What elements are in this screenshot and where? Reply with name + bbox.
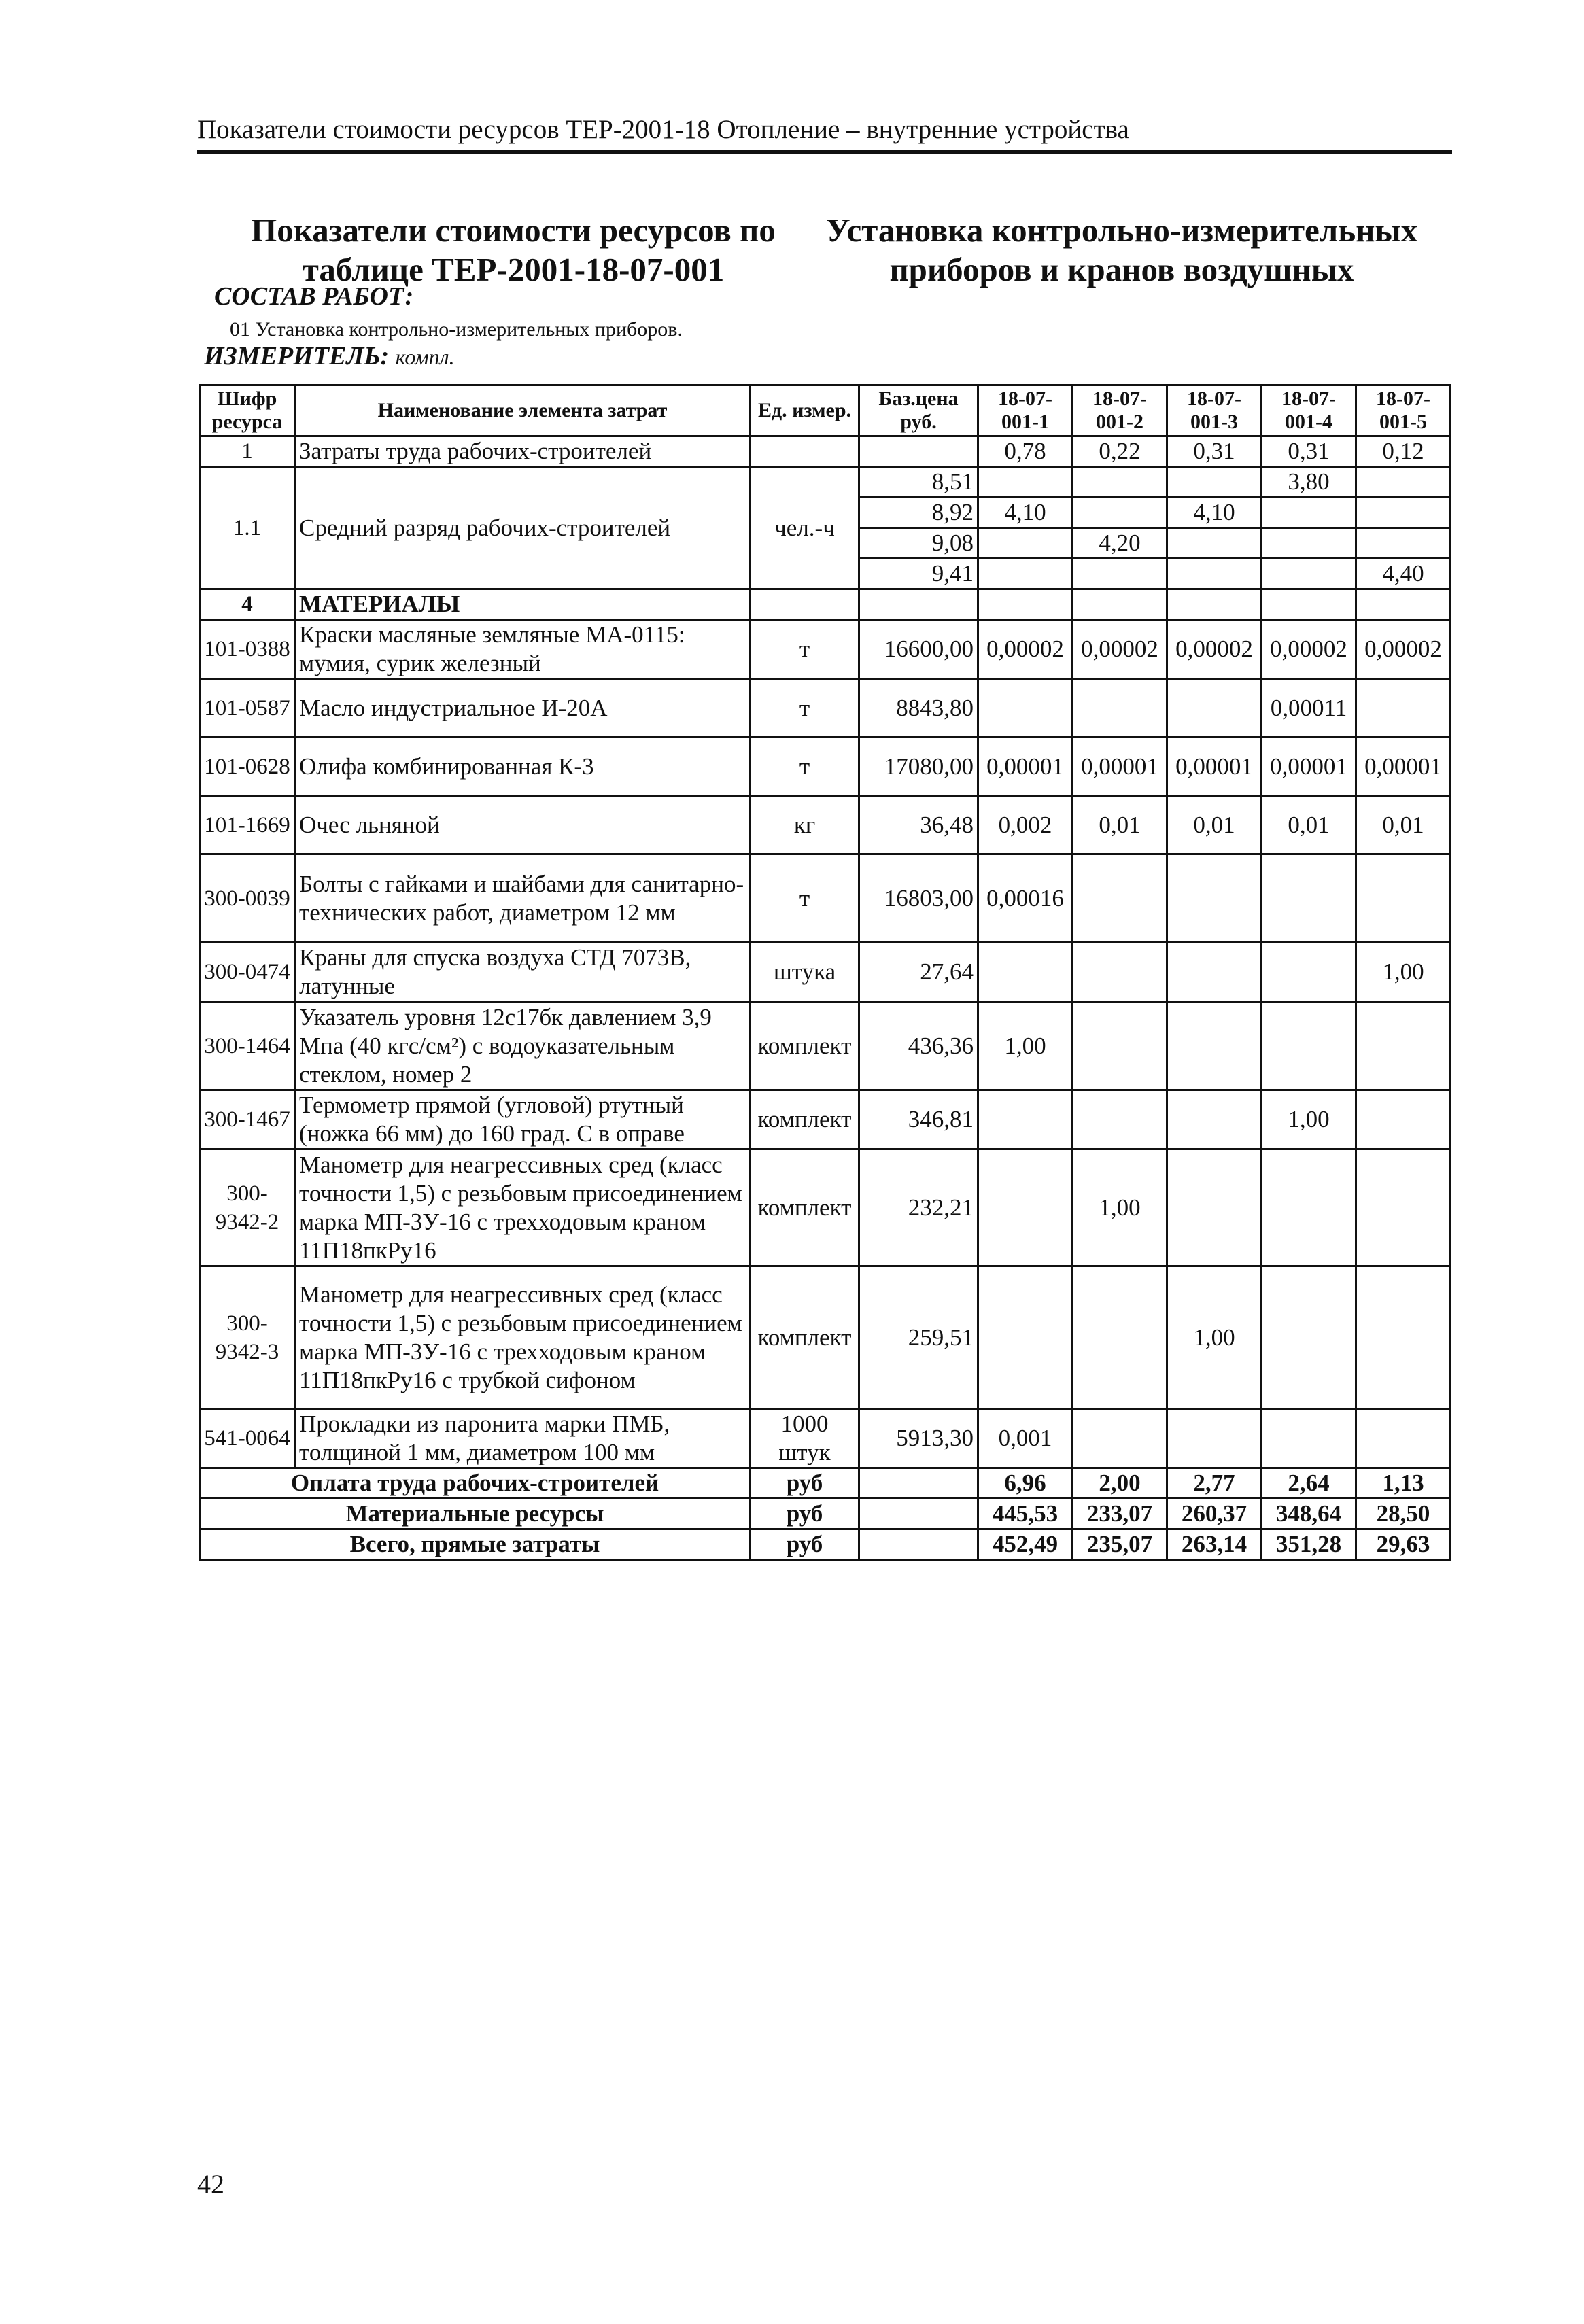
scope-label: СОСТАВ РАБОТ: [214, 282, 414, 311]
grade-value [978, 467, 1073, 498]
material-consumption [1262, 1002, 1356, 1090]
labor-price [859, 436, 978, 467]
grade-value: 4,10 [1167, 498, 1262, 528]
material-row [200, 943, 1451, 1002]
material-unit: комплект [751, 1266, 859, 1409]
total-unit: руб [751, 1499, 859, 1529]
material-base-price: 232,21 [859, 1149, 978, 1266]
total-value: 28,50 [1356, 1499, 1451, 1529]
grade-code: 1.1 [200, 467, 295, 589]
material-consumption [1262, 854, 1356, 943]
material-consumption [1262, 1149, 1356, 1266]
total-label: Материальные ресурсы [200, 1499, 751, 1529]
material-consumption [1262, 943, 1356, 1002]
total-label: Оплата труда рабочих-строителей [200, 1468, 751, 1499]
material-consumption [978, 1149, 1073, 1266]
material-base-price: 16600,00 [859, 620, 978, 679]
work-title: Установка контрольно-измерительных приборов и кранов воздушных [825, 211, 1418, 288]
material-name: Краны для спуска воздуха СТД 7073В, латунные [295, 943, 751, 1002]
table-header-row [200, 385, 1451, 436]
material-consumption [1356, 1409, 1451, 1468]
col-header-c3: 18-07-001-3 [1167, 385, 1262, 436]
material-row [200, 1266, 1451, 1409]
total-row [200, 1468, 1451, 1499]
labor-value: 0,12 [1356, 436, 1451, 467]
material-code: 101-1669 [200, 796, 295, 854]
material-consumption: 1,00 [1167, 1266, 1262, 1409]
material-unit: комплект [751, 1149, 859, 1266]
material-unit: комплект [751, 1090, 859, 1149]
total-value: 2,00 [1073, 1468, 1167, 1499]
grade-value [1073, 467, 1167, 498]
material-name: Прокладки из паронита марки ПМБ, толщиной 1 мм, диаметром 100 мм [295, 1409, 751, 1468]
grade-value [1262, 528, 1356, 559]
material-code: 101-0587 [200, 679, 295, 738]
total-price-empty [859, 1529, 978, 1560]
material-consumption [1262, 1266, 1356, 1409]
running-header: Показатели стоимости ресурсов ТЕР-2001-18 Отопление – внутренние устройства [197, 115, 1129, 144]
col-header-base-price: Баз.цена руб. [859, 385, 978, 436]
material-base-price: 346,81 [859, 1090, 978, 1149]
materials-section-row [200, 589, 1451, 620]
material-consumption: 0,00001 [1356, 738, 1451, 796]
grade-value [978, 528, 1073, 559]
material-consumption: 0,001 [978, 1409, 1073, 1468]
material-base-price: 436,36 [859, 1002, 978, 1090]
material-row [200, 679, 1451, 738]
labor-code: 1 [200, 436, 295, 467]
material-consumption [1356, 1149, 1451, 1266]
material-code: 300-0474 [200, 943, 295, 1002]
material-consumption [1356, 1002, 1451, 1090]
material-consumption [978, 679, 1073, 738]
header-rule [197, 150, 1452, 154]
material-consumption: 0,00001 [1073, 738, 1167, 796]
total-value: 1,13 [1356, 1468, 1451, 1499]
grade-level: 8,51 [859, 467, 978, 498]
material-name: Указатель уровня 12с17бк давлением 3,9 Мпа (40 кгс/см²) с водоуказательным стеклом, номер 2 [295, 1002, 751, 1090]
labor-value: 0,31 [1262, 436, 1356, 467]
material-name: Краски масляные земляные МА-0115: мумия, сурик железный [295, 620, 751, 679]
total-price-empty [859, 1468, 978, 1499]
grade-value [1073, 559, 1167, 589]
material-code: 300-9342-2 [200, 1149, 295, 1266]
material-row [200, 620, 1451, 679]
material-base-price: 27,64 [859, 943, 978, 1002]
total-label: Всего, прямые затраты [200, 1529, 751, 1560]
material-base-price: 36,48 [859, 796, 978, 854]
total-value: 233,07 [1073, 1499, 1167, 1529]
material-consumption [1073, 854, 1167, 943]
grade-value: 4,40 [1356, 559, 1451, 589]
material-row [200, 796, 1451, 854]
grade-value [1356, 528, 1451, 559]
material-consumption [1167, 854, 1262, 943]
materials-section-name: МАТЕРИАЛЫ [295, 589, 751, 620]
material-base-price: 5913,30 [859, 1409, 978, 1468]
grade-value [1167, 559, 1262, 589]
material-name: Болты с гайками и шайбами для санитарно-технических работ, диаметром 12 мм [295, 854, 751, 943]
material-consumption [978, 1266, 1073, 1409]
col-header-name: Наименование элемента затрат [295, 385, 751, 436]
total-unit: руб [751, 1529, 859, 1560]
material-code: 300-1464 [200, 1002, 295, 1090]
material-consumption [1356, 679, 1451, 738]
material-base-price: 8843,80 [859, 679, 978, 738]
labor-name: Затраты труда рабочих-строителей [295, 436, 751, 467]
total-price-empty [859, 1499, 978, 1529]
material-consumption: 0,00016 [978, 854, 1073, 943]
material-consumption: 1,00 [1356, 943, 1451, 1002]
labor-value: 0,31 [1167, 436, 1262, 467]
grade-unit: чел.-ч [751, 467, 859, 589]
materials-section-code: 4 [200, 589, 295, 620]
total-value: 2,77 [1167, 1468, 1262, 1499]
material-unit: т [751, 620, 859, 679]
material-row [200, 1002, 1451, 1090]
material-consumption: 0,00001 [1167, 738, 1262, 796]
material-name: Термометр прямой (угловой) ртутный (ножка 66 мм) до 160 град. С в оправе [295, 1090, 751, 1149]
total-row [200, 1499, 1451, 1529]
material-consumption [1073, 1090, 1167, 1149]
material-consumption [1073, 679, 1167, 738]
material-row [200, 854, 1451, 943]
material-row [200, 1090, 1451, 1149]
labor-value: 0,78 [978, 436, 1073, 467]
grade-value [1262, 559, 1356, 589]
material-consumption [1356, 1266, 1451, 1409]
material-consumption [1167, 1149, 1262, 1266]
grade-value [1356, 467, 1451, 498]
unit-line [204, 341, 455, 371]
grade-level: 9,41 [859, 559, 978, 589]
material-consumption: 0,01 [1356, 796, 1451, 854]
material-base-price: 17080,00 [859, 738, 978, 796]
material-name: Манометр для неагрессивных сред (класс точности 1,5) с резьбовым присоединением марка МП-3У-16 с трехходовым краном 11П18пкРу16 с трубкой сифоном [295, 1266, 751, 1409]
grade-value [1073, 498, 1167, 528]
material-consumption [1356, 1090, 1451, 1149]
material-row [200, 1409, 1451, 1468]
material-unit: комплект [751, 1002, 859, 1090]
material-unit: кг [751, 796, 859, 854]
col-header-c5: 18-07-001-5 [1356, 385, 1451, 436]
material-unit: т [751, 854, 859, 943]
material-consumption [1167, 679, 1262, 738]
scope-line: 01 Установка контрольно-измерительных приборов. [230, 318, 683, 341]
material-name: Манометр для неагрессивных сред (класс точности 1,5) с резьбовым присоединением марка МП-3У-16 с трехходовым краном 11П18пкРу16 [295, 1149, 751, 1266]
material-unit: т [751, 679, 859, 738]
total-value: 348,64 [1262, 1499, 1356, 1529]
material-consumption: 0,00002 [1356, 620, 1451, 679]
unit-value: компл. [395, 345, 455, 369]
material-base-price: 16803,00 [859, 854, 978, 943]
grade-value [1167, 528, 1262, 559]
total-value: 263,14 [1167, 1529, 1262, 1560]
grade-value [1262, 498, 1356, 528]
grade-value: 4,10 [978, 498, 1073, 528]
material-consumption: 0,002 [978, 796, 1073, 854]
material-unit: 1000 штук [751, 1409, 859, 1468]
total-row [200, 1529, 1451, 1560]
material-code: 541-0064 [200, 1409, 295, 1468]
material-unit: т [751, 738, 859, 796]
material-consumption [1167, 943, 1262, 1002]
total-value: 235,07 [1073, 1529, 1167, 1560]
material-consumption: 0,00002 [1262, 620, 1356, 679]
total-value: 351,28 [1262, 1529, 1356, 1560]
material-code: 101-0388 [200, 620, 295, 679]
total-value: 29,63 [1356, 1529, 1451, 1560]
labor-unit [751, 436, 859, 467]
material-consumption [1262, 1409, 1356, 1468]
material-code: 101-0628 [200, 738, 295, 796]
material-consumption: 0,00002 [1073, 620, 1167, 679]
material-name: Масло индустриальное И-20А [295, 679, 751, 738]
resource-cost-table [199, 384, 1451, 1561]
grade-value [1167, 467, 1262, 498]
material-consumption: 0,00002 [1167, 620, 1262, 679]
material-unit: штука [751, 943, 859, 1002]
material-consumption [1073, 943, 1167, 1002]
grade-value: 3,80 [1262, 467, 1356, 498]
col-header-c2: 18-07-001-2 [1073, 385, 1167, 436]
material-consumption: 1,00 [978, 1002, 1073, 1090]
material-name: Очес льняной [295, 796, 751, 854]
total-value: 2,64 [1262, 1468, 1356, 1499]
col-header-unit: Ед. измер. [751, 385, 859, 436]
total-unit: руб [751, 1468, 859, 1499]
material-consumption [1073, 1409, 1167, 1468]
grade-value [1356, 498, 1451, 528]
page-number: 42 [197, 2169, 224, 2200]
material-consumption [1167, 1090, 1262, 1149]
grade-level: 9,08 [859, 528, 978, 559]
material-consumption [1167, 1002, 1262, 1090]
total-value: 452,49 [978, 1529, 1073, 1560]
material-consumption: 0,00002 [978, 620, 1073, 679]
material-consumption: 0,00001 [1262, 738, 1356, 796]
material-consumption: 0,01 [1262, 796, 1356, 854]
grade-level: 8,92 [859, 498, 978, 528]
labor-row [200, 436, 1451, 467]
material-consumption [978, 943, 1073, 1002]
grade-value: 4,20 [1073, 528, 1167, 559]
material-consumption: 0,01 [1167, 796, 1262, 854]
material-name: Олифа комбинированная К-3 [295, 738, 751, 796]
material-consumption [1167, 1409, 1262, 1468]
material-consumption: 1,00 [1262, 1090, 1356, 1149]
col-header-c4: 18-07-001-4 [1262, 385, 1356, 436]
material-code: 300-9342-3 [200, 1266, 295, 1409]
labor-value: 0,22 [1073, 436, 1167, 467]
grade-row [200, 467, 1451, 498]
col-header-code: Шифр ресурса [200, 385, 295, 436]
material-consumption [1356, 854, 1451, 943]
total-value: 260,37 [1167, 1499, 1262, 1529]
material-consumption: 0,01 [1073, 796, 1167, 854]
unit-label: ИЗМЕРИТЕЛЬ: [204, 342, 390, 370]
material-row [200, 738, 1451, 796]
grade-value [978, 559, 1073, 589]
total-value: 445,53 [978, 1499, 1073, 1529]
material-consumption [978, 1090, 1073, 1149]
material-consumption: 0,00001 [978, 738, 1073, 796]
total-value: 6,96 [978, 1468, 1073, 1499]
material-consumption: 1,00 [1073, 1149, 1167, 1266]
col-header-c1: 18-07-001-1 [978, 385, 1073, 436]
resource-table-title: Показатели стоимости ресурсов по таблице ТЕР-2001-18-07-001 [251, 211, 776, 288]
material-consumption: 0,00011 [1262, 679, 1356, 738]
material-code: 300-0039 [200, 854, 295, 943]
material-consumption [1073, 1002, 1167, 1090]
material-consumption [1073, 1266, 1167, 1409]
material-row [200, 1149, 1451, 1266]
material-base-price: 259,51 [859, 1266, 978, 1409]
grade-name: Средний разряд рабочих-строителей [295, 467, 751, 589]
material-code: 300-1467 [200, 1090, 295, 1149]
